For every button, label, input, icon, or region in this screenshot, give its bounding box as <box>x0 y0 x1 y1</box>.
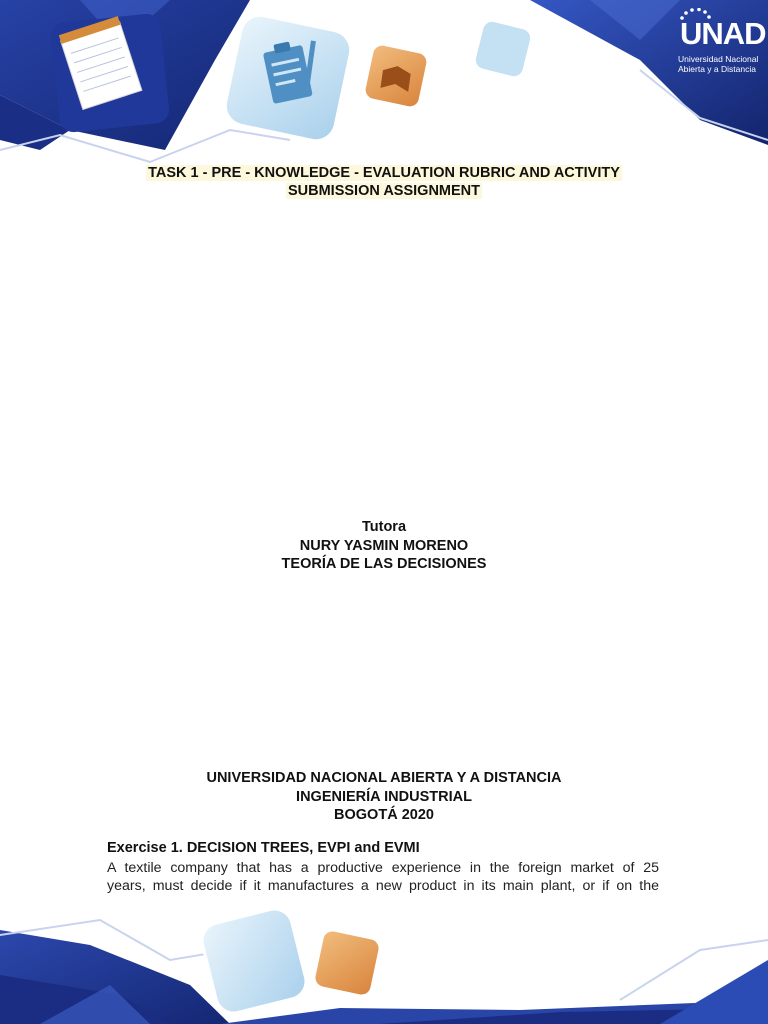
header-decoration <box>0 0 768 180</box>
logo-subtitle-line1: Universidad Nacional <box>678 54 759 64</box>
tutor-name: NURY YASMIN MORENO <box>299 537 469 554</box>
paragraph-line2: years, must decide if it manufactures a new product in its main plant, or if on the <box>107 878 659 894</box>
title-line2: SUBMISSION ASSIGNMENT <box>287 183 480 199</box>
exercise-heading: Exercise 1. DECISION TREES, EVPI and EVMI <box>107 840 420 856</box>
title-line1: TASK 1 - PRE - KNOWLEDGE - EVALUATION RUBRIC AND ACTIVITY <box>148 165 620 181</box>
tutor-role: Tutora <box>361 519 407 535</box>
institution-name: UNIVERSIDAD NACIONAL ABIERTA Y A DISTANCIA <box>206 770 562 786</box>
city-year: BOGOTÁ 2020 <box>334 807 434 823</box>
tutor-block <box>0 518 768 574</box>
institution-block <box>0 769 768 825</box>
footer-decoration <box>0 890 768 1024</box>
paragraph-line1: A textile company that has a productive experience in the foreign market of 25 <box>107 860 659 876</box>
program-name: INGENIERÍA INDUSTRIAL <box>296 788 472 805</box>
document-title <box>0 164 768 200</box>
course-name: TEORÍA DE LAS DECISIONES <box>281 556 487 572</box>
unad-logo <box>676 8 766 78</box>
logo-word: UNAD <box>680 16 766 51</box>
logo-subtitle-line2: Abierta y a Distancia <box>678 64 756 74</box>
